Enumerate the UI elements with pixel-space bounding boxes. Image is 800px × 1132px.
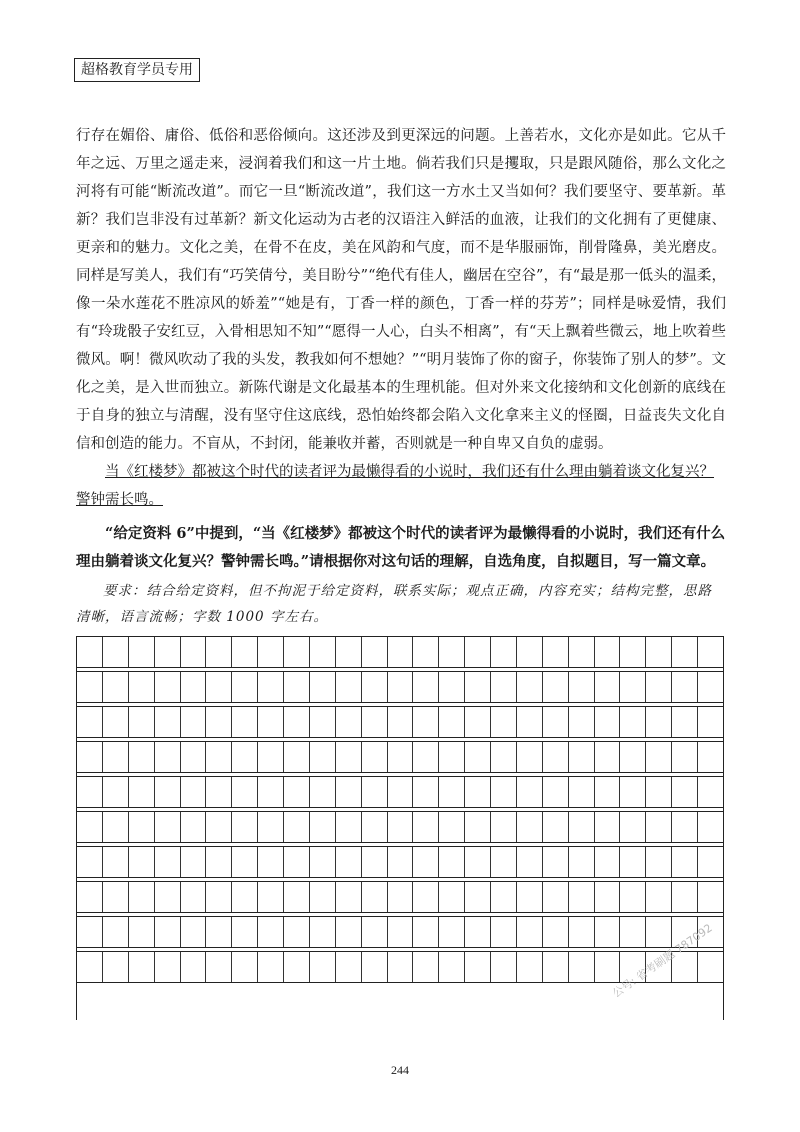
grid-row: [77, 846, 723, 878]
grid-cell[interactable]: [490, 742, 516, 772]
grid-cell[interactable]: [257, 777, 283, 807]
grid-cell[interactable]: [671, 882, 697, 912]
grid-cell[interactable]: [542, 707, 568, 737]
grid-cell[interactable]: [257, 952, 283, 982]
material-paragraph: 行存在媚俗、庸俗、低俗和恶俗倾向。这还涉及到更深远的问题。上善若水，文化亦是如此。它从千年之远、万里之遥走来，浸润着我们和这一片土地。倘若我们只是攫取，只是跟风随俗，那么文化之河将有可能“断流改道”。而它一旦“断流改道”，我们这一方水土又当如何？我们要坚守、要革新。革新？我们岂非没有过革新？新文化运动为古老的汉语注入鲜活的血液，让我们的文化拥有了更健康、更亲和的魅力。文化之美，在骨不在皮，美在风韵和气度，而不是华服丽饰，削骨隆鼻，美光磨皮。同样是写美人，我们有“巧笑倩兮，美目盼兮”“绝代有佳人，幽居在空谷”，有“最是那一低头的温柔，像一朵水莲花不胜凉风的娇羞”“她是有，丁香一样的颜色，丁香一样的芬芳”；同样是咏爱情，我们有“玲珑骰子安红豆，入骨相思知不知”“愿得一人心，白头不相离”，有“天上飘着些微云，地上吹着些微风。啊！微风吹动了我的头发，教我如何不想她？”“明月装饰了你的窗子，你装饰了别人的梦”。文化之美，是入世而独立。新陈代谢是文化最基本的生理机能。但对外来文化接纳和文化创新的底线在于自身的独立与清醒，没有坚守住这底线，恐怕始终都会陷入文化拿来主义的怪圈，日益丧失文化自信和创造的能力。不盲从，不封闭，能兼收并蓄，否则就是一种自卑又自负的虚弱。: [76, 128, 726, 452]
grid-cell[interactable]: [516, 847, 542, 877]
grid-cell[interactable]: [516, 882, 542, 912]
grid-cell[interactable]: [438, 882, 464, 912]
grid-cell[interactable]: [128, 952, 154, 982]
grid-cell[interactable]: [645, 672, 671, 702]
grid-cell[interactable]: [464, 917, 490, 947]
grid-cell[interactable]: [438, 952, 464, 982]
grid-cell[interactable]: [697, 847, 723, 877]
grid-cell[interactable]: [205, 777, 231, 807]
grid-cell[interactable]: [309, 777, 335, 807]
grid-cell[interactable]: [412, 952, 438, 982]
essay-prompt: “给定资料 6”中提到，“当《红楼梦》都被这个时代的读者评为最懒得看的小说时，我们还有什么理由躺着谈文化复兴？警钟需长鸣。”请根据你对这句话的理解，自选角度，自拟题目，写一篇文章。: [76, 525, 726, 570]
grid-cell[interactable]: [283, 917, 309, 947]
grid-cell[interactable]: [697, 672, 723, 702]
grid-cell[interactable]: [387, 672, 413, 702]
grid-cell[interactable]: [180, 707, 206, 737]
grid-cell[interactable]: [257, 707, 283, 737]
grid-cell[interactable]: [257, 672, 283, 702]
grid-cell[interactable]: [231, 812, 257, 842]
grid-cell[interactable]: [102, 742, 128, 772]
grid-cell[interactable]: [412, 672, 438, 702]
grid-cell[interactable]: [77, 672, 102, 702]
grid-cell[interactable]: [645, 882, 671, 912]
grid-cell[interactable]: [205, 847, 231, 877]
grid-cell[interactable]: [231, 777, 257, 807]
grid-cell[interactable]: [102, 882, 128, 912]
grid-cell[interactable]: [231, 672, 257, 702]
grid-cell[interactable]: [77, 812, 102, 842]
grid-cell[interactable]: [154, 742, 180, 772]
grid-cell[interactable]: [154, 812, 180, 842]
grid-cell[interactable]: [490, 707, 516, 737]
grid-cell[interactable]: [77, 742, 102, 772]
grid-cell[interactable]: [102, 847, 128, 877]
grid-cell[interactable]: [619, 847, 645, 877]
grid-cell[interactable]: [361, 812, 387, 842]
grid-cell[interactable]: [594, 777, 620, 807]
grid-cell[interactable]: [180, 812, 206, 842]
grid-cell[interactable]: [464, 812, 490, 842]
grid-cell[interactable]: [205, 882, 231, 912]
grid-cell[interactable]: [154, 952, 180, 982]
grid-cell[interactable]: [671, 812, 697, 842]
grid-cell[interactable]: [516, 952, 542, 982]
grid-cell[interactable]: [231, 847, 257, 877]
grid-cell[interactable]: [205, 952, 231, 982]
answer-grid[interactable]: [76, 636, 724, 1020]
grid-cell[interactable]: [180, 672, 206, 702]
grid-cell[interactable]: [516, 707, 542, 737]
grid-cell[interactable]: [619, 917, 645, 947]
grid-cell[interactable]: [257, 882, 283, 912]
grid-cell[interactable]: [438, 637, 464, 667]
grid-cell[interactable]: [671, 847, 697, 877]
grid-cell[interactable]: [438, 777, 464, 807]
grid-cell[interactable]: [154, 882, 180, 912]
grid-cell[interactable]: [102, 672, 128, 702]
grid-cell[interactable]: [516, 672, 542, 702]
grid-cell[interactable]: [257, 847, 283, 877]
grid-cell[interactable]: [697, 707, 723, 737]
grid-cell[interactable]: [594, 882, 620, 912]
grid-cell[interactable]: [283, 672, 309, 702]
grid-cell[interactable]: [438, 742, 464, 772]
grid-cell[interactable]: [180, 917, 206, 947]
grid-cell[interactable]: [154, 637, 180, 667]
grid-cell[interactable]: [619, 672, 645, 702]
grid-cell[interactable]: [412, 917, 438, 947]
highlighted-quote: 当《红楼梦》都被这个时代的读者评为最懒得看的小说时，我们还有什么理由躺着谈文化复兴？警钟需长鸣。: [76, 464, 714, 508]
grid-cell[interactable]: [102, 777, 128, 807]
grid-cell[interactable]: [594, 672, 620, 702]
grid-cell[interactable]: [205, 637, 231, 667]
grid-cell[interactable]: [335, 952, 361, 982]
grid-cell[interactable]: [542, 847, 568, 877]
grid-cell[interactable]: [671, 637, 697, 667]
grid-cell[interactable]: [361, 672, 387, 702]
grid-cell[interactable]: [102, 917, 128, 947]
grid-cell[interactable]: [412, 777, 438, 807]
grid-cell[interactable]: [645, 917, 671, 947]
grid-cell[interactable]: [568, 952, 594, 982]
grid-cell[interactable]: [542, 637, 568, 667]
grid-cell[interactable]: [438, 847, 464, 877]
grid-cell[interactable]: [387, 847, 413, 877]
grid-cell[interactable]: [619, 882, 645, 912]
grid-cell[interactable]: [568, 882, 594, 912]
grid-cell[interactable]: [102, 812, 128, 842]
grid-cell[interactable]: [257, 637, 283, 667]
grid-cell[interactable]: [697, 637, 723, 667]
grid-cell[interactable]: [516, 742, 542, 772]
grid-cell[interactable]: [594, 707, 620, 737]
grid-row: [77, 741, 723, 773]
grid-cell[interactable]: [568, 707, 594, 737]
grid-cell[interactable]: [309, 812, 335, 842]
grid-cell[interactable]: [697, 742, 723, 772]
grid-cell[interactable]: [335, 882, 361, 912]
grid-cell[interactable]: [180, 742, 206, 772]
grid-cell[interactable]: [283, 777, 309, 807]
grid-cell[interactable]: [335, 742, 361, 772]
grid-cell[interactable]: [309, 917, 335, 947]
grid-cell[interactable]: [516, 812, 542, 842]
grid-cell[interactable]: [568, 847, 594, 877]
grid-cell[interactable]: [542, 777, 568, 807]
grid-cell[interactable]: [412, 707, 438, 737]
grid-cell[interactable]: [77, 707, 102, 737]
grid-cell[interactable]: [671, 742, 697, 772]
grid-cell[interactable]: [77, 882, 102, 912]
grid-cell[interactable]: [361, 777, 387, 807]
grid-cell[interactable]: [490, 812, 516, 842]
grid-cell[interactable]: [697, 882, 723, 912]
essay-requirements: 要求：结合给定资料，但不拘泥于给定资料，联系实际；观点正确，内容充实；结构完整，思路清晰，语言流畅；字数 1000 字左右。: [76, 583, 712, 625]
grid-cell[interactable]: [464, 672, 490, 702]
grid-row: [77, 671, 723, 703]
grid-cell[interactable]: [361, 882, 387, 912]
grid-cell[interactable]: [645, 637, 671, 667]
grid-cell[interactable]: [154, 917, 180, 947]
grid-cell[interactable]: [205, 812, 231, 842]
grid-cell[interactable]: [128, 882, 154, 912]
grid-cell[interactable]: [77, 952, 102, 982]
grid-cell[interactable]: [335, 847, 361, 877]
grid-cell[interactable]: [542, 672, 568, 702]
grid-cell[interactable]: [77, 637, 102, 667]
grid-cell[interactable]: [257, 917, 283, 947]
grid-cell[interactable]: [671, 672, 697, 702]
grid-cell[interactable]: [335, 637, 361, 667]
grid-cell[interactable]: [438, 812, 464, 842]
grid-cell[interactable]: [231, 707, 257, 737]
grid-cell[interactable]: [464, 847, 490, 877]
grid-cell[interactable]: [205, 707, 231, 737]
grid-cell[interactable]: [154, 707, 180, 737]
grid-cell[interactable]: [387, 707, 413, 737]
grid-cell[interactable]: [619, 777, 645, 807]
grid-cell[interactable]: [180, 847, 206, 877]
grid-cell[interactable]: [283, 847, 309, 877]
grid-cell[interactable]: [412, 637, 438, 667]
grid-cell[interactable]: [464, 777, 490, 807]
grid-cell[interactable]: [542, 882, 568, 912]
grid-cell[interactable]: [438, 917, 464, 947]
grid-cell[interactable]: [309, 882, 335, 912]
grid-cell[interactable]: [594, 847, 620, 877]
grid-cell[interactable]: [645, 742, 671, 772]
grid-cell[interactable]: [180, 952, 206, 982]
grid-cell[interactable]: [335, 812, 361, 842]
grid-cell[interactable]: [568, 637, 594, 667]
grid-cell[interactable]: [257, 742, 283, 772]
grid-cell[interactable]: [568, 742, 594, 772]
grid-cell[interactable]: [438, 672, 464, 702]
grid-cell[interactable]: [205, 742, 231, 772]
grid-row: [77, 811, 723, 843]
grid-cell[interactable]: [568, 777, 594, 807]
grid-cell[interactable]: [231, 917, 257, 947]
grid-cell[interactable]: [361, 847, 387, 877]
grid-cell[interactable]: [542, 742, 568, 772]
grid-cell[interactable]: [205, 917, 231, 947]
grid-cell[interactable]: [697, 777, 723, 807]
grid-cell[interactable]: [128, 637, 154, 667]
grid-cell[interactable]: [231, 882, 257, 912]
grid-cell[interactable]: [542, 917, 568, 947]
grid-cell[interactable]: [335, 672, 361, 702]
grid-cell[interactable]: [412, 742, 438, 772]
grid-cell[interactable]: [412, 812, 438, 842]
grid-cell[interactable]: [516, 777, 542, 807]
grid-cell[interactable]: [231, 952, 257, 982]
grid-cell[interactable]: [180, 637, 206, 667]
grid-cell[interactable]: [283, 742, 309, 772]
grid-cell[interactable]: [361, 917, 387, 947]
grid-cell[interactable]: [464, 742, 490, 772]
grid-cell[interactable]: [542, 812, 568, 842]
grid-cell[interactable]: [283, 882, 309, 912]
grid-cell[interactable]: [516, 637, 542, 667]
grid-cell[interactable]: [490, 917, 516, 947]
grid-row: [77, 916, 723, 948]
grid-cell[interactable]: [387, 952, 413, 982]
grid-cell[interactable]: [594, 917, 620, 947]
grid-cell[interactable]: [542, 952, 568, 982]
grid-cell[interactable]: [645, 707, 671, 737]
grid-cell[interactable]: [697, 952, 723, 982]
grid-cell[interactable]: [568, 812, 594, 842]
grid-cell[interactable]: [464, 707, 490, 737]
grid-cell[interactable]: [671, 777, 697, 807]
grid-cell[interactable]: [671, 707, 697, 737]
grid-cell[interactable]: [283, 707, 309, 737]
grid-cell[interactable]: [568, 672, 594, 702]
grid-cell[interactable]: [335, 777, 361, 807]
grid-cell[interactable]: [309, 637, 335, 667]
grid-cell[interactable]: [361, 637, 387, 667]
grid-cell[interactable]: [309, 672, 335, 702]
grid-cell[interactable]: [154, 672, 180, 702]
grid-cell[interactable]: [594, 812, 620, 842]
grid-cell[interactable]: [128, 812, 154, 842]
grid-cell[interactable]: [309, 707, 335, 737]
grid-cell[interactable]: [619, 812, 645, 842]
grid-cell[interactable]: [309, 847, 335, 877]
grid-cell[interactable]: [697, 812, 723, 842]
grid-cell[interactable]: [387, 777, 413, 807]
grid-cell[interactable]: [412, 847, 438, 877]
grid-cell[interactable]: [154, 847, 180, 877]
grid-cell[interactable]: [102, 952, 128, 982]
grid-cell[interactable]: [361, 742, 387, 772]
grid-cell[interactable]: [231, 637, 257, 667]
grid-cell[interactable]: [490, 777, 516, 807]
grid-cell[interactable]: [490, 952, 516, 982]
grid-cell[interactable]: [490, 672, 516, 702]
grid-cell[interactable]: [283, 952, 309, 982]
grid-cell[interactable]: [154, 777, 180, 807]
grid-cell[interactable]: [128, 847, 154, 877]
grid-cell[interactable]: [516, 917, 542, 947]
grid-cell[interactable]: [387, 917, 413, 947]
grid-row: [77, 706, 723, 738]
grid-cell[interactable]: [77, 777, 102, 807]
grid-cell[interactable]: [387, 812, 413, 842]
grid-cell[interactable]: [205, 672, 231, 702]
grid-cell[interactable]: [128, 707, 154, 737]
grid-cell[interactable]: [645, 812, 671, 842]
grid-cell[interactable]: [309, 952, 335, 982]
grid-row: [77, 636, 723, 668]
grid-cell[interactable]: [128, 777, 154, 807]
grid-cell[interactable]: [594, 637, 620, 667]
header-label: 超格教育学员专用: [74, 58, 200, 82]
grid-cell[interactable]: [412, 882, 438, 912]
grid-cell[interactable]: [387, 637, 413, 667]
grid-cell[interactable]: [309, 742, 335, 772]
grid-cell[interactable]: [387, 882, 413, 912]
grid-cell[interactable]: [180, 777, 206, 807]
grid-cell[interactable]: [361, 952, 387, 982]
grid-cell[interactable]: [490, 882, 516, 912]
grid-cell[interactable]: [594, 742, 620, 772]
grid-cell[interactable]: [490, 847, 516, 877]
page-number: 244: [391, 1063, 409, 1077]
grid-cell[interactable]: [335, 917, 361, 947]
grid-cell[interactable]: [464, 882, 490, 912]
grid-cell[interactable]: [619, 637, 645, 667]
grid-cell[interactable]: [128, 742, 154, 772]
grid-cell[interactable]: [128, 672, 154, 702]
grid-cell[interactable]: [645, 847, 671, 877]
grid-cell[interactable]: [438, 707, 464, 737]
grid-cell[interactable]: [77, 847, 102, 877]
grid-cell[interactable]: [464, 637, 490, 667]
grid-cell[interactable]: [77, 917, 102, 947]
grid-cell[interactable]: [387, 742, 413, 772]
grid-row: [77, 776, 723, 808]
grid-cell[interactable]: [102, 707, 128, 737]
grid-cell[interactable]: [335, 707, 361, 737]
grid-cell[interactable]: [490, 637, 516, 667]
grid-cell[interactable]: [283, 812, 309, 842]
watermark: 公号: 省考刷题 787092: [609, 921, 715, 1001]
grid-cell[interactable]: [128, 917, 154, 947]
grid-cell[interactable]: [283, 637, 309, 667]
grid-cell[interactable]: [594, 952, 620, 982]
grid-cell[interactable]: [257, 812, 283, 842]
grid-row: [77, 881, 723, 913]
grid-cell[interactable]: [568, 917, 594, 947]
grid-cell[interactable]: [361, 707, 387, 737]
grid-cell[interactable]: [464, 952, 490, 982]
grid-cell[interactable]: [102, 637, 128, 667]
grid-cell[interactable]: [645, 777, 671, 807]
grid-cell[interactable]: [619, 742, 645, 772]
grid-cell[interactable]: [619, 707, 645, 737]
grid-cell[interactable]: [180, 882, 206, 912]
grid-cell[interactable]: [231, 742, 257, 772]
